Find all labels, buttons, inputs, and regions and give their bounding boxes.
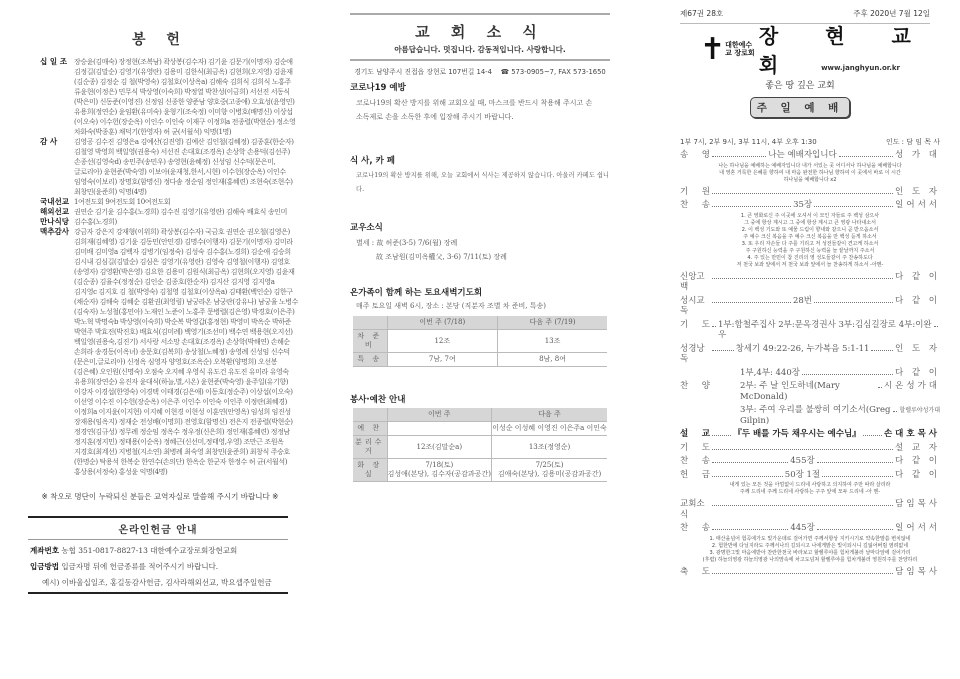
group-label: 국내선교 [40, 197, 69, 206]
denomination-logo: 대한예수교 장로회 [725, 41, 755, 57]
order-item [680, 567, 940, 578]
account-label: 계좌번호 [30, 546, 59, 555]
order-item [680, 320, 940, 341]
lyrics [680, 536, 940, 564]
order-item [680, 150, 940, 161]
dot-leader [712, 500, 893, 506]
church-url[interactable]: www.janghyun.or.kr [821, 64, 900, 72]
group-label: 해외선교 [40, 207, 69, 216]
order-label: 찬 송 [680, 456, 710, 466]
meal-section [350, 154, 610, 197]
group-names: 장승윤(김매숙) 장정현(조복남) 곽상봉(김수자) 김기윤 김문기(이명자) 김순애 김정길(김말순) 김영기(유영란) 김용미 김한식(최금옥) 김현희(오지영) 김윤재(김순종) 김정순 김 철(박영숙) 김철호(이상옥a) 김해숙 김희식 김희식 노홍주 류윤현(이정은) 민무식 박상영(이숙희) 박정열 박찬성(이금희) 서선진 서동식(박은미) 신동준(이영진) 신정임 신종한 양준남 양호중(고종애) 오효성(윤영민) 유용희(정연순) 윤임환(유미숙) 윤형기(조숙정) 이미향 이병호(배명신) 이상섭(이오숙) 이수헌(장순옥) 이인수 이인숙 이재구 이정희a 전종렬(박현순) 정소영 차화숙(박종훈) 채덕기(한영자) 허 균(서월석) 익명(1명) [74, 58, 296, 136]
offering-group [40, 207, 298, 217]
order-content: 50장 1절 [784, 469, 821, 480]
saturday-prayer-section [350, 286, 610, 367]
order-content: 445장 [790, 523, 815, 533]
members-section [350, 221, 610, 264]
online-offering-box [28, 516, 288, 594]
order-content: 나는 예배자입니다 [768, 150, 837, 160]
order-label: 신앙고백 [680, 271, 705, 292]
method-label: 입금방법 [30, 562, 59, 571]
order-label: 성시교독 [680, 295, 705, 316]
offering-group [40, 197, 298, 207]
lyrics-line: 1. 태산을넘어 험곡에가도 빛가운데로 걸어가면 주께서항상 지키시기로 약속한말씀 변치않네 [709, 535, 911, 542]
dot-leader [934, 321, 938, 327]
lyrics-line: 3. 또 우리 자손들 다 주를 기리고 저 성전들같이 견고케 하소서 [741, 240, 879, 247]
offering-title: 봉 헌 [132, 32, 188, 48]
news-title: 교 회 소 식 [415, 23, 545, 41]
covid-title: 코로나19 예방 [350, 83, 406, 93]
order-item [680, 499, 940, 520]
order-content: 『두 배를 가득 채우시는 예수님』 [733, 429, 861, 439]
order-person: 다 같 이 [894, 271, 940, 282]
dot-leader [893, 406, 897, 412]
phone: ☎ 573-0905~7, FAX 573-1650 [500, 68, 606, 76]
praise-content: 1부,4부: 440장 [740, 367, 800, 378]
dot-leader [822, 471, 893, 477]
col-header: 다음 주 (7/19) [498, 316, 607, 330]
table-row: 특 송 7남, 7여 8남, 8여 [353, 353, 607, 367]
members-title: 교우소식 [350, 223, 383, 233]
col-header: 이번 주 (7/18) [387, 316, 498, 330]
offering-groups [0, 57, 320, 477]
dot-leader [814, 297, 893, 303]
dot-leader [712, 524, 788, 530]
worship-order [640, 150, 960, 365]
dot-leader [802, 369, 893, 375]
meal-title: 식 사, 카 페 [350, 156, 395, 166]
service-leader: 인도 : 담 임 목 사 [885, 138, 940, 146]
bulletin-date: 주후 2020년 7월 12일 [853, 9, 930, 18]
table-row: 예 찬 이성순 이성혜 이영진 이은주a 이인숙 [353, 422, 607, 436]
order-item [680, 344, 940, 365]
col-header: 다음 주 [492, 408, 607, 422]
dot-leader [712, 188, 893, 194]
saturday-title: 온가족이 함께 하는 토요새벽기도회 [350, 288, 483, 298]
order-content: 35장 [793, 200, 813, 210]
group-label: 맥추감사 [40, 227, 69, 236]
service-schedule: 1부 7시, 2부 9시, 3부 11시, 4부 오후 1:30 [680, 138, 817, 146]
lyrics-line: 내게 있는 모든 것을 아낌없이 드리네 사랑하고 의지하여 주만 따라 살리라 [729, 482, 891, 488]
offering-group [40, 217, 298, 227]
dot-leader [871, 345, 893, 351]
praise-line [680, 381, 940, 402]
lyrics [680, 482, 940, 496]
church-name: 장 현 교 회 [758, 24, 931, 77]
dot-leader [839, 151, 893, 157]
order-label: 기 도 [680, 442, 710, 453]
lyrics-line: 내 영혼 거룩한 은혜를 향하여 내 마음 완전한 하나님 향하여 이 곳에서 바로 이 시간 [719, 169, 901, 176]
order-label: 교회소식 [680, 499, 705, 520]
order-label: 축 도 [680, 566, 710, 577]
slogan: 아름답습니다. 멋집니다. 감동적입니다. 사랑합니다. [394, 45, 566, 54]
motto: 좋은 땅 깊은 교회 [765, 81, 835, 91]
covid-text: 코로나19의 확산 방지를 위해 교회오실 때, 마스크를 반드시 착용해 주시고 손소독제로 손을 소독한 후에 입장해 주시기 바랍니다. [356, 99, 593, 121]
dot-leader [712, 430, 731, 436]
praise-line [680, 405, 940, 426]
order-content: 1부:함철주집사 2부:문옥경권사 3부:김심길장로 4부:이완우 [718, 319, 932, 340]
group-names: 권연순 김기윤 김수홍(노경희) 김수진 김영기(유영란) 김해숙 배효식 송인미 [74, 208, 287, 216]
order-item [680, 187, 940, 198]
order-item [680, 443, 940, 454]
order-content: 28번 [792, 295, 812, 306]
dot-leader [863, 430, 882, 436]
lyrics-line: 3. 광명한그빛 마음에받아 찬란한천국 바라보고 할렐루야를 힘차게불러 날마다앞에 걸어가리 [709, 549, 911, 556]
order-label: 송 영 [680, 150, 710, 160]
lyrics-line: 2. 이 백성 기도와 또 예물 드림이 향내와 같으니 곧 받으옵소서 [741, 226, 879, 233]
worship-column [640, 0, 960, 679]
order-person: 일어서서 [895, 523, 941, 533]
dot-leader [712, 444, 893, 450]
order-label: 기 도 [680, 319, 710, 330]
order-label: 찬 양 [680, 381, 710, 391]
lyrics-line: 하나님을 예배합니다 x2 [783, 176, 837, 183]
saturday-table [353, 316, 607, 367]
dot-leader [712, 345, 734, 351]
col-header: 이번 주 [387, 408, 492, 422]
lyrics-line: 주께 드리네 주께 드리네 사랑하는 구주 앞에 모두 드리네 -아 멘- [739, 489, 881, 495]
praise-block [640, 368, 960, 427]
meal-text: 코로나19의 확산 방지를 위해, 오늘 교회에서 식사는 제공하지 않습니다. 아울러 카페도 쉽니다. [356, 172, 610, 193]
order-label: 기 원 [680, 186, 710, 197]
group-label: 만나식당 [40, 217, 69, 226]
table-row: 차 준비 12조 13조 [353, 330, 607, 353]
table-row: 분리수거 12조(김말순a) 13조(정영순) [353, 436, 607, 459]
order-person: 인 도 자 [894, 186, 940, 197]
lyrics [680, 163, 940, 184]
offering-group [40, 137, 298, 197]
account-value: 농협 351-0817-8827-13 대한예수교장로회장현교회 [61, 546, 238, 555]
table-row: 화 장 실 7/18(토) 김성애(본당), 김수자(공감과공간) 7/25(토) 김애숙(본당), 김용미(공감과공간) [353, 459, 607, 482]
dot-leader [712, 151, 766, 157]
service-title-badge: 주 일 예 배 [750, 97, 850, 118]
order-item [680, 296, 940, 317]
omission-note: ※ 착오로 명단이 누락되신 분들은 교역자실로 말씀해 주시기 바랍니다 ※ [41, 492, 279, 501]
method-value: 입금자명 뒤에 헌금종류를 적어주시기 바랍니다. [61, 562, 219, 571]
praise-line [680, 368, 940, 379]
church-news-column [320, 0, 640, 679]
group-names: 김영공 김수진 김영은a 김예산(김진영) 김예산 김인철(김혜정) 김종훈(한순자) 김철영 박영희 백일영(권용숙) 서선진 손대호(조경옥) 손상학 손용덕(김선주) 손종선(김영숙d) 송민주(송민우) 송영현(윤혜정) 신성임 신수덕(문은미,글로리아) 윤현준(박숙영) 이보아(윤재청,한서,시현) 이수헌(장순옥) 이인수 임영숙(이보리) 장명호(함명신) 정다솜 정순임 정인재(홍혜련) 조현숙(조현수) 최창민(윤준희) 익명(4명) [74, 138, 294, 196]
group-names: 1여전도회 9여전도회 10여전도회 [74, 198, 171, 206]
dot-leader [712, 273, 893, 279]
offering-column [0, 0, 320, 679]
dot-leader [712, 321, 716, 327]
praise-content: 3부: 주여 우리를 불쌍히 여기소서(Greg Gilpin) [740, 405, 891, 426]
group-label: 십 일 조 [40, 57, 67, 66]
order-person: 다 같 이 [894, 469, 940, 480]
service-title: 봉사·예찬 안내 [350, 395, 406, 405]
offering-group [40, 57, 298, 137]
order-person: 담임목사 [895, 499, 940, 509]
address: 경기도 남양주시 진접읍 장현로 107번길 14-4 [354, 68, 492, 76]
order-label: 설 교 [680, 429, 710, 439]
members-line: 별세 : 故 허준(3-5) 7/6(월) 장례 [356, 239, 458, 247]
praise-choir: 할렐루야성가대 [899, 407, 940, 414]
covid-section [350, 81, 610, 124]
lyrics-line: 저 천국 보좌 앞에서 저 천국 보좌 앞에서 늘 찬송하게 하소서 -아멘- [736, 261, 884, 268]
order-person: 손대호목사 [883, 429, 940, 439]
volume-number: 제67권 28호 [680, 9, 724, 18]
dot-leader [878, 382, 882, 388]
order-person: 일어서서 [895, 200, 941, 210]
praise-content: 2부: 주 날 인도하네(Mary McDonald) [740, 381, 840, 402]
online-offering-title: 온라인헌금 안내 [28, 518, 288, 540]
lyrics-line: 4. 주 있는 만민이 참 진리의 영 성도들같이 주 찬송하도다 [747, 254, 873, 261]
lyrics-line: 1. 큰 영화로신 주 이곳에 오셔서 이 모인 자들로 주 백성 삼으사 [740, 212, 880, 219]
order-label: 찬 송 [680, 200, 710, 210]
lyrics-line: 주 예수 크신 복음을 주 예수 크신 복음을 만 백성 듣게 하소서 [743, 233, 877, 240]
order-label: 헌 금 [680, 469, 710, 480]
dot-leader [712, 471, 783, 477]
service-table [353, 408, 607, 482]
service-section [350, 393, 610, 482]
order-person: 담임목사 [895, 566, 940, 577]
order-person: 성 가 대 [894, 150, 940, 160]
dot-leader [712, 201, 791, 207]
order-item [680, 523, 940, 534]
order-content: 455장 [790, 456, 815, 466]
dot-leader [814, 201, 893, 207]
lyrics [680, 213, 940, 269]
saturday-sub: 매주 토요일 새벽 6시, 장소 : 본당 (직분자 조별 차 준비, 특송) [356, 302, 546, 310]
order-item [680, 456, 940, 467]
praise-choir: 다 같 이 [894, 367, 940, 378]
dot-leader [817, 457, 893, 463]
praise-choir: 시온성가대 [883, 381, 940, 391]
dot-leader [712, 457, 788, 463]
cross-icon: ✝ [700, 31, 726, 67]
method-example: 예시) 이바울십일조, 홍길동감사헌금, 김사라해외선교, 박요셉주일헌금 [42, 578, 272, 587]
order-person: 설 교 자 [894, 442, 940, 453]
dot-leader [817, 524, 893, 530]
order-label: 성경낭독 [680, 343, 705, 364]
dot-leader [712, 568, 893, 574]
lyrics-line: 나는 하나님을 예배하는 예배자입니다 내가 서있는 곳 어디서나 하나님을 예배합니다 [718, 162, 902, 169]
order-person: 다 같 이 [894, 295, 941, 306]
order-person: 다 같 이 [894, 456, 941, 466]
group-names: 강금자 강은지 강재형(이위희) 곽상봉(김수자) 국금호 권연순 권오철(김영은) 김희재(김혜영) 김기윤 김동민(안민경) 김명수(이행자) 김문기(이명자) 김미라 김미배 김미영a 김백자 김병기(임정숙) 김성숙 김수홍(노경희) 김순애 김승희 김시내 김심길(김말순) 김심은 김영기(유영란) 김영숙 김영철(이행자) 김영호(송영자) 김영환(박은영) 김요한 김용미 김원식(최금옥) 김현희(오지영) 김윤재(김순종) 김율수(정정순) 김인순 김종호(한순자) 김지산 김지영 김지영a 김지영c 김지호 김 철(박영숙) 김철영 김철호(이상옥a) 김태환(백인순) 김한구(채순자) 김해숙 김혜순 김환권(최영림) 남궁라온 남궁란(강유나) 남궁율 노병수(김숙자) 노성철(홍민아) 노재인 노준이 노홍주 문병렬(김은영) 박경호(이은주) 박노혁 박명숙b 박상영(이숙희) 박순복 박영갑(홍정현) 박영미 박옥순 박하준 박현주 박효진(박진호) 배효식(김미례) 백영기(조선미) 백수연 백용현(오지선) 백일영(권용숙,김진기) 서사랑 서소망 손대호(조경옥) 손상학(박해연) 손해순 손희라 송경동(이옥녀) 송문호(김복희) 송상철(노혜정) 송영례 신성임 신수덕(문은미,글로리아) 신정옥 심영자 양영호(조옥순) 오복환(양명희) 오선봉(김은혜) 오인원(신명숙) 오점숙 오지혜 우영식 유도건 유도진 유미라 유영숙 유용희(장연순) 유진자 윤대식(하늘,별,시온) 윤현준(박숙영) 윤주일(유기향) 이강자 이경섭(한영숙) 이경택 이태경(김은애) 이동호(정순주) 이상섭(이오숙) 이선영 이수진 이수헌(장순옥) 이은주 이인수 이인숙 이인주 이정란(최혜경) 이정희a 이지윤(이지현) 이지혜 이현경 이현성 이훈연(안영옥) 임성희 임진성 장재용(임옥지) 정재순 전성배(이명희) 전영호(함명신) 전은지 전종렬(박현순) 정경연(김규성) 정무례 정순임 정옥수 정우정(신은희) 정인재(홍혜련) 정정남 정지훈(정지민) 정태용(이순옥) 정혜근(신선미,정태영,우영) 조만근 조원옥 지경호(최계선) 지병철(지소연) 최병례 최숙영 최창민(윤준희) 최창식 주승호(한명순) 탁용석 한복순 한연수(손의단) 한옥순 한군자 한정수 허 균(서월석) 홍상용(서정숙) 홍성윤 익명(4명) [74, 228, 298, 476]
offering-group [40, 227, 298, 477]
order-item [680, 429, 940, 440]
order-item [680, 272, 940, 293]
group-names: 김수홍(노경희) [74, 218, 117, 226]
order-label: 찬 송 [680, 523, 710, 533]
order-item [680, 470, 940, 481]
worship-order-2 [640, 429, 960, 577]
dot-leader [712, 297, 791, 303]
lyrics-line: 2. 험한반에 다닐지라도 주께서나의 길되시고 나에게밝은 빛이되시니 길잃어버릴 염려없네 [711, 542, 909, 549]
lyrics-line: (후렴) 하늘의영광 하늘의영광 나의맘속에 차고도넘쳐 할렐루야를 힘차게불러 영원히주를 찬양하리 [702, 556, 918, 563]
group-label: 감 사 [40, 137, 58, 146]
order-person: 인 도 자 [894, 343, 941, 354]
lyrics-line: 그 중에 항상 계시고 그 중에 항상 계시고 큰 영광 나타내소서 [744, 219, 876, 226]
members-line: 故 조남원(김미옥權父, 3-6) 7/11(토) 장례 [376, 253, 507, 261]
lyrics-line: 주 구원하신 능력을 주 구원하신 능력을 늘 끝날까지 주소서 [745, 247, 875, 254]
order-content: 창세기 49:22-26, 누가복음 5:1-11 [735, 343, 870, 354]
order-item [680, 200, 940, 211]
